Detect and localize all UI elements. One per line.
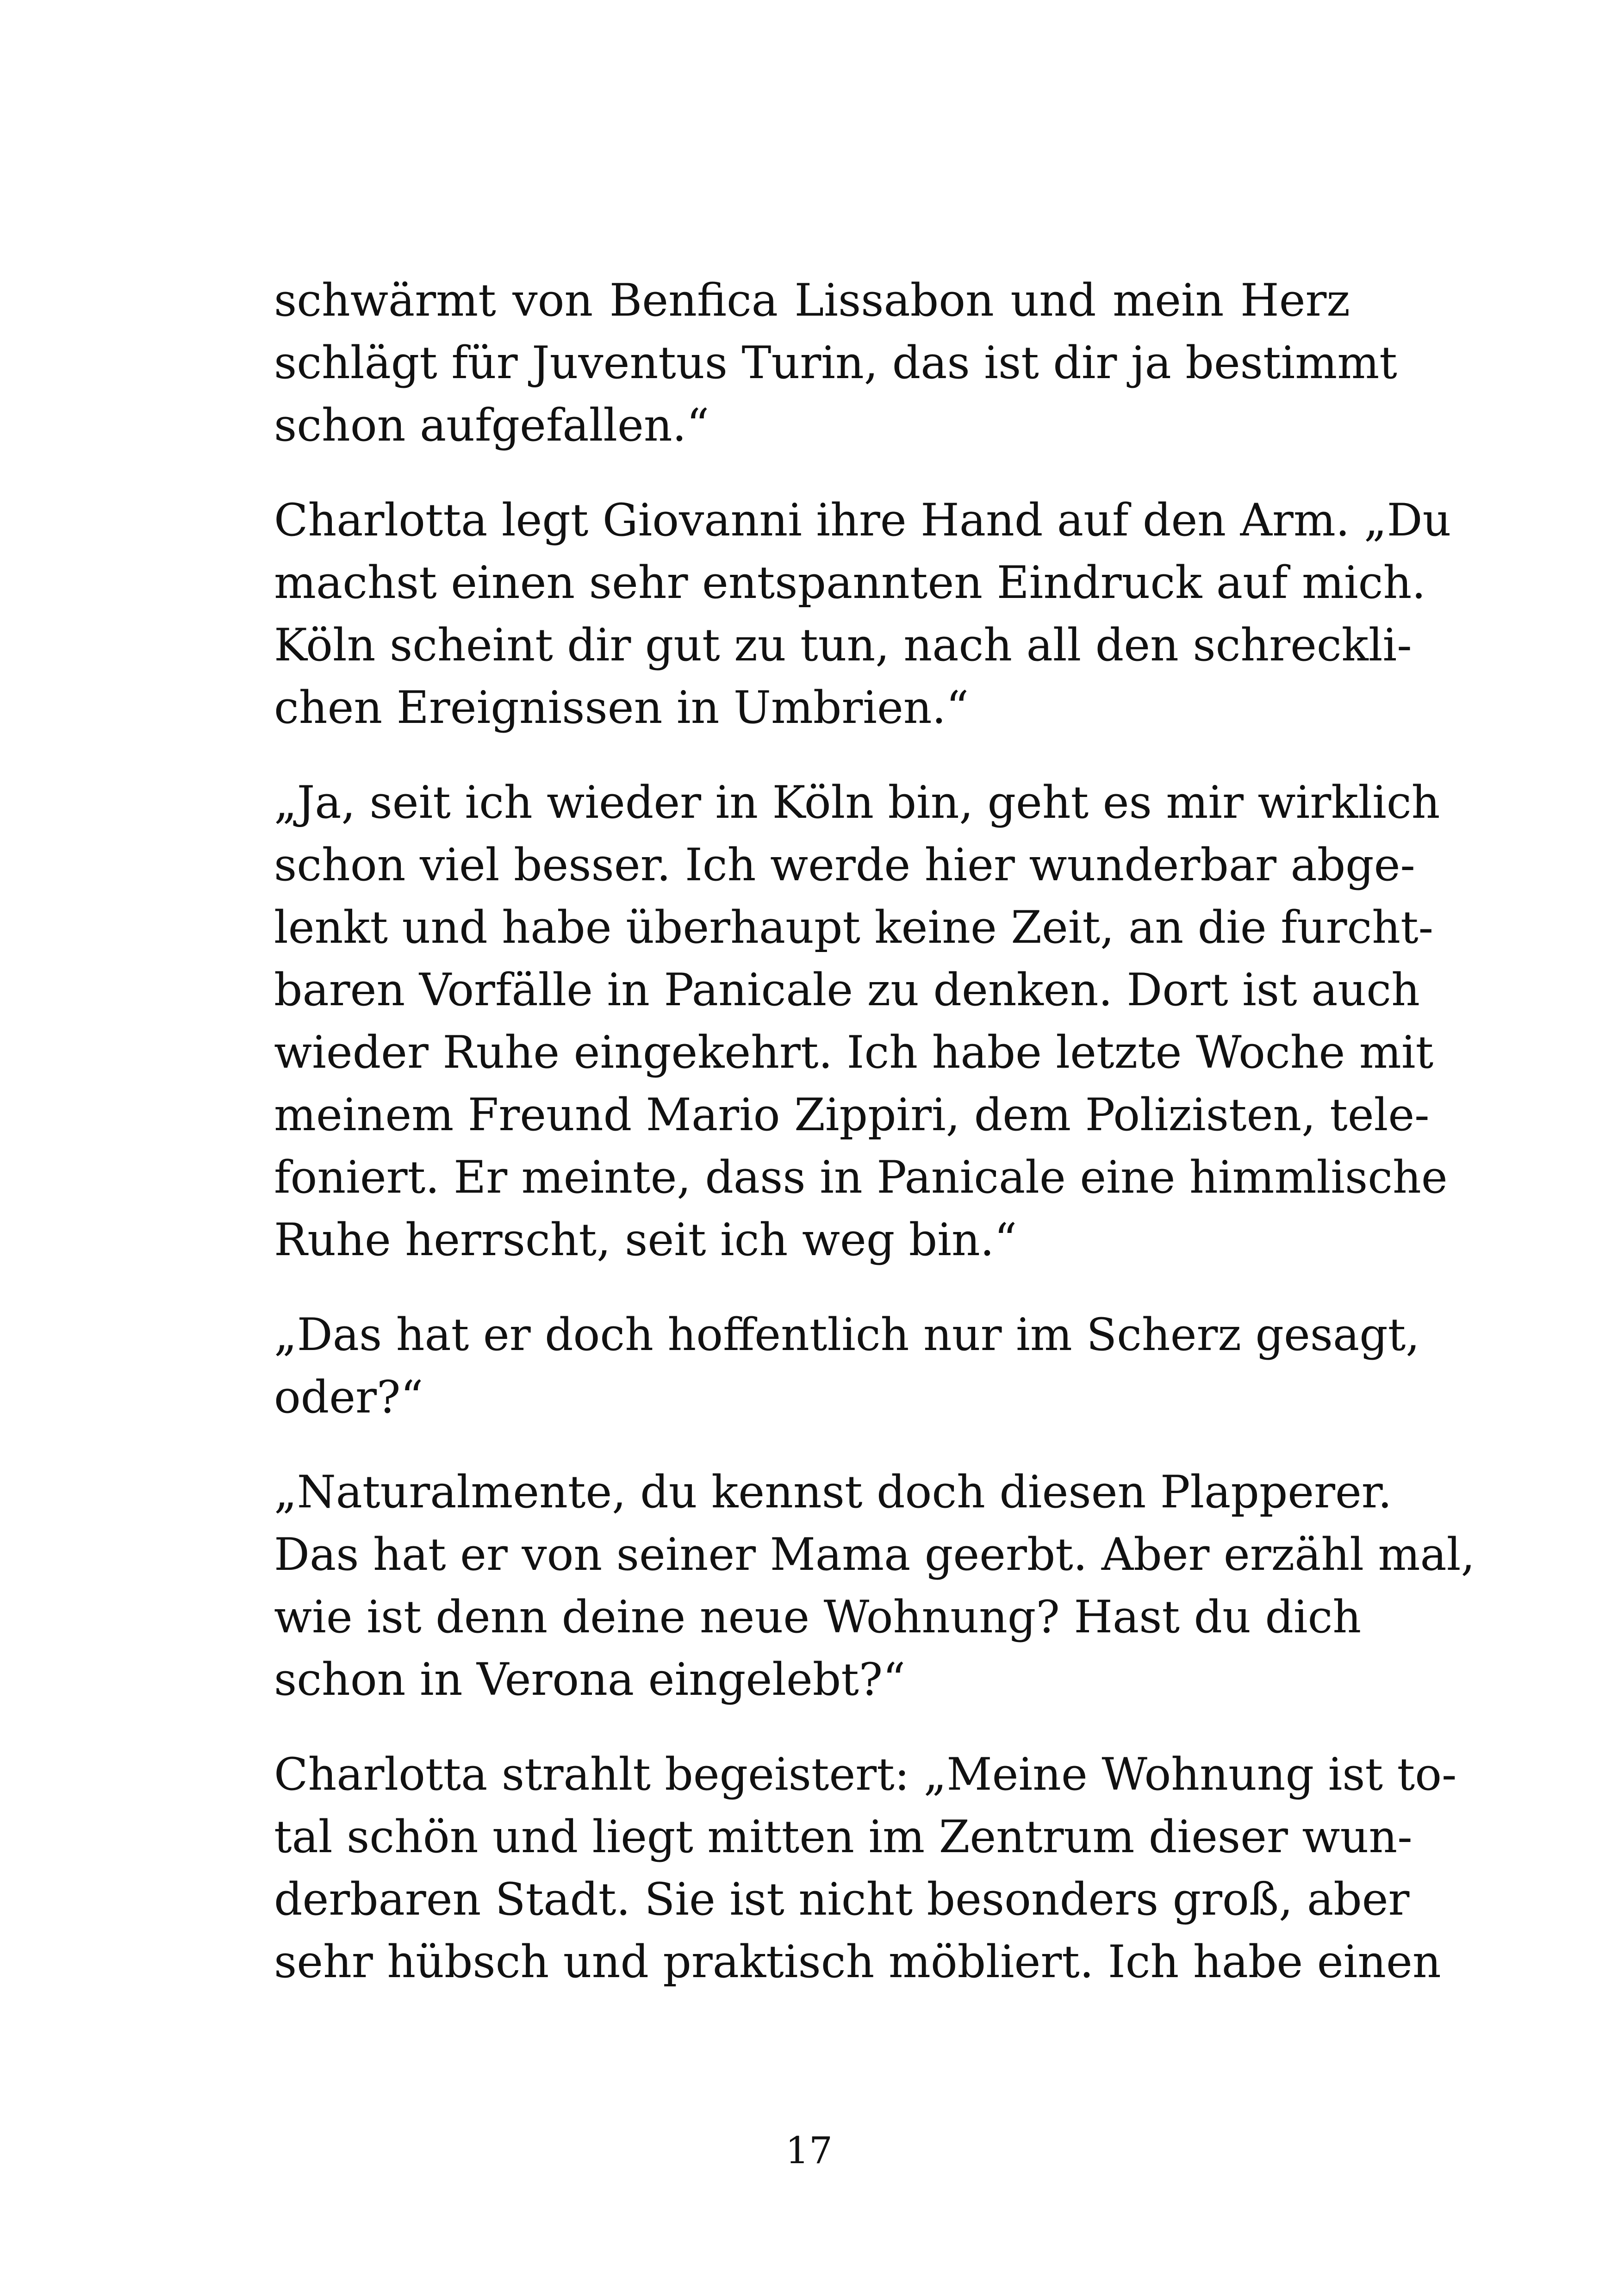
page-number: 17	[785, 2129, 833, 2172]
text-line: Charlotta strahlt begeistert: „Meine Wohnung ist to-	[274, 1748, 1457, 1800]
text-line: schon in Verona eingelebt?“	[274, 1654, 906, 1705]
text-line: „Ja, seit ich wieder in Köln bin, geht es mir wirklich	[274, 777, 1440, 828]
text-line: baren Vorfälle in Panicale zu denken. Dort ist auch	[274, 964, 1420, 1016]
text-line: oder?“	[274, 1371, 423, 1423]
text-line: schwärmt von Benfica Lissabon und mein Herz	[274, 274, 1350, 326]
text-line: Ruhe herrscht, seit ich weg bin.“	[274, 1214, 1017, 1266]
text-line: „Das hat er doch hoffentlich nur im Scherz gesagt,	[274, 1309, 1420, 1361]
text-line: sehr hübsch und praktisch möbliert. Ich habe einen	[274, 1936, 1441, 1988]
text-line: Köln scheint dir gut zu tun, nach all den schreckli-	[274, 619, 1412, 671]
text-line: wie ist denn deine neue Wohnung? Hast du dich	[274, 1591, 1362, 1643]
text-line: meinem Freund Mario Zippiri, dem Polizisten, tele-	[274, 1089, 1430, 1141]
text-line: schon viel besser. Ich werde hier wunderbar abge-	[274, 839, 1415, 891]
text-line: schon aufgefallen.“	[274, 399, 709, 451]
paragraph	[274, 1304, 1420, 1429]
paragraph	[274, 269, 1397, 457]
text-line: machst einen sehr entspannten Eindruck auf mich.	[274, 557, 1426, 609]
paragraph	[274, 489, 1451, 739]
paragraph	[274, 772, 1448, 1271]
text-line: tal schön und liegt mitten im Zentrum dieser wun-	[274, 1811, 1413, 1863]
text-line: derbaren Stadt. Sie ist nicht besonders groß, aber	[274, 1873, 1410, 1925]
paragraph	[274, 1461, 1475, 1711]
text-line: wieder Ruhe eingekehrt. Ich habe letzte Woche mit	[274, 1027, 1434, 1078]
text-line: foniert. Er meinte, dass in Panicale eine himmlische	[274, 1151, 1448, 1203]
text-line: schlägt für Juventus Turin, das ist dir ja bestimmt	[274, 337, 1397, 389]
paragraph	[274, 1743, 1457, 1993]
text-line: chen Ereignissen in Umbrien.“	[274, 682, 969, 734]
text-line: Das hat er von seiner Mama geerbt. Aber erzähl mal,	[274, 1529, 1475, 1580]
body-text	[274, 269, 1475, 2026]
text-line: Charlotta legt Giovanni ihre Hand auf den Arm. „Du	[274, 494, 1451, 546]
text-line: lenkt und habe überhaupt keine Zeit, an die furcht-	[274, 902, 1434, 953]
text-line: „Naturalmente, du kennst doch diesen Plapperer.	[274, 1466, 1392, 1518]
